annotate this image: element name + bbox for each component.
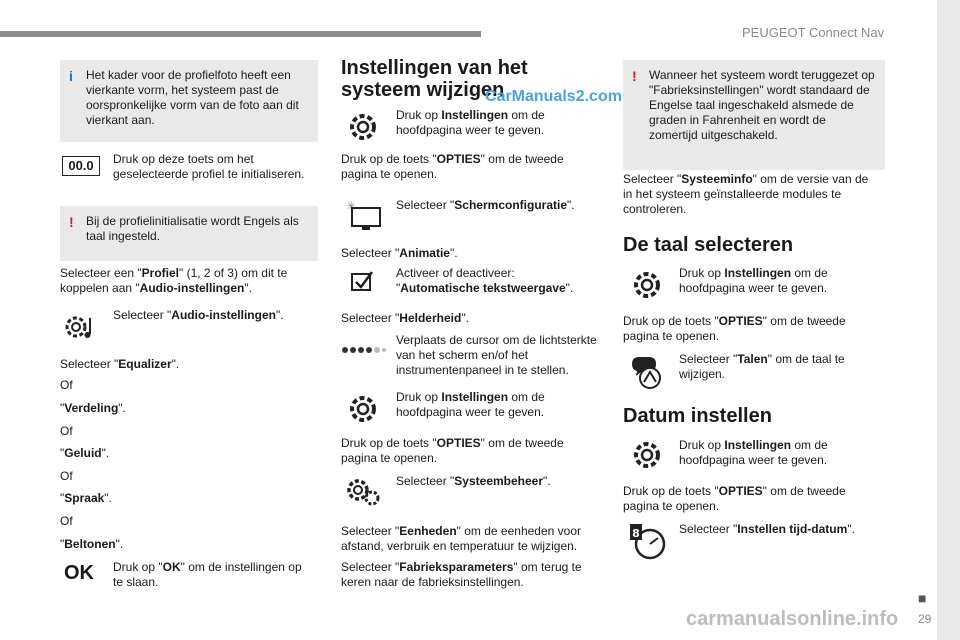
geluid-text: "Geluid". [60, 446, 110, 460]
beltonen-text: "Beltonen". [60, 537, 124, 551]
page-header: PEUGEOT Connect Nav [742, 25, 885, 40]
settings-gear-icon[interactable] [630, 438, 664, 472]
or-text: Of [60, 514, 73, 528]
reset-text: Druk op deze toets om het geselecteerde profiel te initialiseren. [113, 152, 305, 181]
continue-marker: ■ [918, 590, 927, 606]
step-settings-text: Druk op Instellingen om de hoofdpagina weer te geven. [396, 390, 545, 419]
step-settings-text: Druk op Instellingen om de hoofdpagina weer te geven. [396, 108, 545, 137]
warning-marker-icon: ! [69, 214, 74, 230]
reset-counter-icon[interactable]: 00.0 [62, 156, 100, 176]
animation-text: Selecteer "Animatie". [341, 246, 458, 260]
brightness-slider-icon[interactable] [340, 344, 386, 356]
spraak-text: "Spraak". [60, 491, 112, 505]
side-margin-bar [937, 0, 960, 640]
verdeling-text: "Verdeling". [60, 401, 126, 415]
ok-text: Druk op "OK" om de instellingen op te slaan. [113, 560, 302, 589]
system-settings-icon[interactable] [344, 476, 384, 508]
clock-date-icon[interactable] [628, 522, 668, 562]
brightness-description: Verplaats de cursor om de lichtsterkte van het scherm en/of het instrumentenpaneel in te stellen. [396, 333, 597, 377]
audio-settings-icon[interactable] [62, 312, 98, 342]
top-divider [0, 31, 481, 37]
ok-button[interactable]: OK [64, 562, 94, 584]
options-text: Druk op de toets "OPTIES" om de tweede pagina te openen. [341, 152, 564, 181]
info-marker-icon: i [69, 68, 73, 84]
screen-config-icon[interactable] [344, 198, 384, 234]
screen-config-text: Selecteer "Schermconfiguratie". [396, 198, 575, 212]
set-date-text: Selecteer "Instellen tijd-datum". [679, 522, 855, 536]
or-text: Of [60, 424, 73, 438]
section-title-language: De taal selecteren [623, 234, 794, 256]
toggle-check-icon[interactable] [346, 268, 378, 296]
or-text: Of [60, 469, 73, 483]
auto-text-display: Activeer of deactiveer: "Automatische tekstweergave". [396, 266, 574, 295]
language-icon[interactable] [628, 354, 666, 390]
footer-watermark: carmanualsonline.info [686, 608, 899, 630]
watermark: CarManuals2.com [485, 88, 622, 105]
svg-text:✳: ✳ [346, 199, 357, 213]
warning-box: ! Bij de profielinitialisatie wordt Engels als taal ingesteld. [60, 206, 318, 261]
step-settings-text: Druk op Instellingen om de hoofdpagina weer te geven. [679, 266, 828, 295]
step-settings-text: Druk op Instellingen om de hoofdpagina weer te geven. [679, 438, 828, 467]
info-box: i Het kader voor de profielfoto heeft een vierkante vorm, het systeem past de oorspronkelijke vorm van de foto aan dit vierkant aan. [60, 60, 318, 142]
warning-marker-icon: ! [632, 68, 637, 84]
options-text: Druk op de toets "OPTIES" om de tweede pagina te openen. [341, 436, 564, 465]
settings-gear-icon[interactable] [346, 110, 380, 144]
units-text: Selecteer "Eenheden" om de eenheden voor afstand, verbruik en temperatuur te wijzigen. [341, 524, 582, 553]
or-text: Of [60, 378, 73, 392]
equalizer-text: Selecteer "Equalizer". [60, 357, 180, 371]
svg-text:8: 8 [632, 527, 640, 540]
factory-text: Selecteer "Fabrieksparameters" om terug te keren naar de fabrieksinstellingen. [341, 560, 582, 589]
select-profile-text: Selecteer een "Profiel" (1, 2 of 3) om dit te koppelen aan "Audio-instellingen". [60, 266, 288, 295]
options-text: Druk op de toets "OPTIES" om de tweede pagina te openen. [623, 314, 846, 343]
languages-text: Selecteer "Talen" om de taal te wijzigen. [679, 352, 845, 381]
section-title-system: Instellingen van het systeem wijzigen [341, 57, 528, 101]
warning-box: ! Wanneer het systeem wordt teruggezet op "Fabrieksinstellingen" wordt standaard de Engelse taal ingeschakeld alsmede de graden in Fahrenheit en wordt de zomertijd uitgeschakeld. [623, 60, 885, 170]
system-info-text: Selecteer "Systeeminfo" om de versie van de in het systeem geïnstalleerde modules te controleren. [623, 172, 869, 216]
audio-settings-text: Selecteer "Audio-instellingen". [113, 308, 284, 322]
section-title-date: Datum instellen [623, 405, 772, 427]
settings-gear-icon[interactable] [346, 392, 380, 426]
options-text: Druk op de toets "OPTIES" om de tweede pagina te openen. [623, 484, 846, 513]
brightness-text: Selecteer "Helderheid". [341, 311, 469, 325]
page-number: 29 [918, 612, 932, 626]
settings-gear-icon[interactable] [630, 268, 664, 302]
system-manage-text: Selecteer "Systeembeheer". [396, 474, 551, 488]
